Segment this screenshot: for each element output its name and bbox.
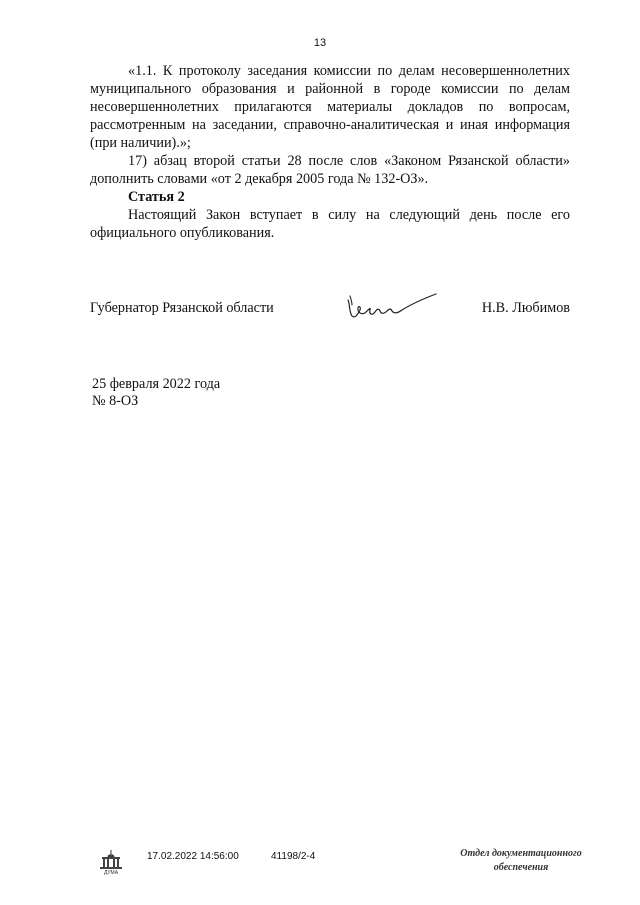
department-line: обеспечения	[493, 862, 549, 873]
signature-block	[90, 300, 570, 324]
law-date-block	[92, 376, 220, 410]
amendment-paragraph: «1.1. К протоколу заседания комиссии по делам несовершеннолетних муниципального образования и районной в городе комиссии по делам несовершеннолетних прилагаются материалы докладов по вопросам, рассмотренным на заседании, справочно-аналитическая и иная информация (при наличии).»;	[90, 63, 570, 151]
stamp-datetime: 17.02.2022 14:56:00	[147, 851, 239, 862]
signer-name: Н.В. Любимов	[481, 300, 570, 316]
duma-emblem-icon	[97, 849, 125, 875]
handwritten-signature	[344, 290, 440, 326]
article-text: Настоящий Закон вступает в силу на следующий день после его официального опубликования.	[90, 207, 570, 241]
emblem-caption: ДУМА	[103, 870, 119, 875]
page-number: 13	[313, 37, 327, 49]
article-title: Статья 2	[128, 189, 185, 205]
department-line: Отдел документационного	[460, 848, 582, 859]
amendment-paragraph: 17) абзац второй статьи 28 после слов «Законом Рязанской области» дополнить словами «от 2 декабря 2005 года № 132-ОЗ».	[90, 153, 570, 187]
stamp-registration-number: 41198/2-4	[271, 851, 316, 862]
document-body	[90, 62, 570, 242]
law-date: 25 февраля 2022 года	[92, 376, 221, 392]
department-stamp	[444, 847, 598, 875]
law-number: № 8-ОЗ	[92, 393, 139, 409]
signer-title: Губернатор Рязанской области	[90, 300, 274, 316]
